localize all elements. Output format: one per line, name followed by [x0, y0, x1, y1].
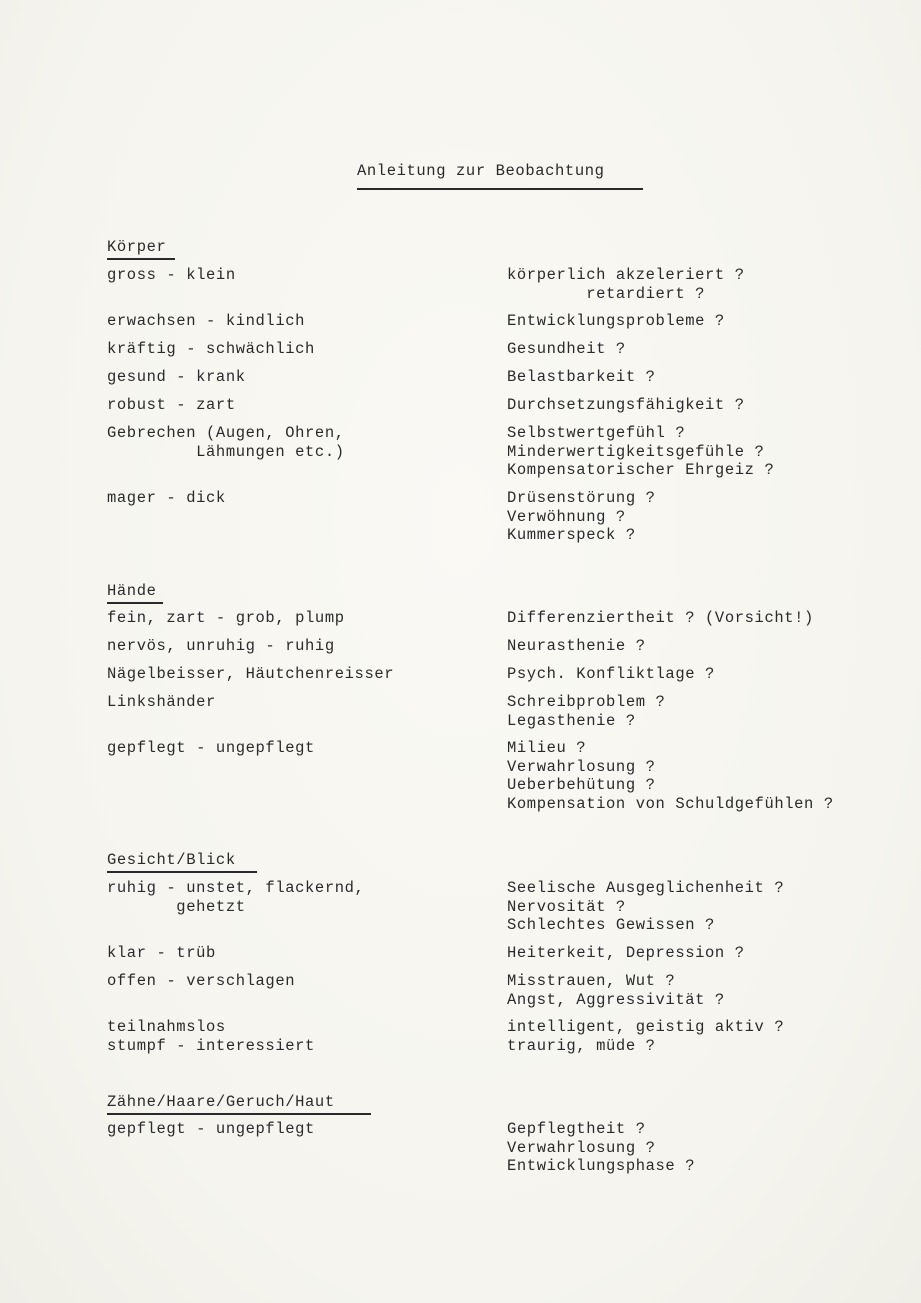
observation-attribute: ruhig - unstet, flackernd,	[107, 879, 365, 897]
section-heading-underline	[107, 258, 175, 260]
interpretation-question: Angst, Aggressivität ?	[507, 990, 725, 1009]
interpretation-question: retardiert ?	[507, 284, 706, 303]
observation-attribute: gehetzt	[107, 897, 246, 916]
observation-attribute: gepflegt - ungepflegt	[107, 1120, 315, 1138]
observation-attribute: klar - trüb	[107, 944, 216, 962]
interpretation-question: Entwicklungsprobleme ?	[507, 312, 725, 330]
observation-attribute: fein, zart - grob, plump	[107, 609, 345, 627]
interpretation-question: Misstrauen, Wut ?	[507, 972, 676, 990]
interpretation-question: Neurasthenie ?	[507, 637, 646, 655]
interpretation-question: Ueberbehütung ?	[507, 776, 656, 795]
section-heading-zaehne: Zähne/Haare/Geruch/Haut	[107, 1093, 335, 1111]
interpretation-question: Seelische Ausgeglichenheit ?	[507, 879, 785, 897]
observation-attribute: Gebrechen (Augen, Ohren,	[107, 424, 345, 442]
page-title: Anleitung zur Beobachtung	[357, 162, 605, 180]
interpretation-question: Verwahrlosung ?	[507, 1138, 656, 1157]
interpretation-question: Verwahrlosung ?	[507, 757, 656, 776]
observation-attribute: kräftig - schwächlich	[107, 340, 315, 358]
interpretation-question: Gepflegtheit ?	[507, 1120, 646, 1138]
interpretation-question: Kompensatorischer Ehrgeiz ?	[507, 461, 775, 480]
interpretation-question: Nervosität ?	[507, 897, 626, 916]
section-heading-underline	[107, 871, 257, 873]
observation-attribute: gepflegt - ungepflegt	[107, 739, 315, 757]
interpretation-question: Gesundheit ?	[507, 340, 626, 358]
interpretation-question: Kummerspeck ?	[507, 526, 636, 545]
interpretation-question: Legasthenie ?	[507, 711, 636, 730]
section-heading-underline	[107, 1113, 371, 1115]
observation-attribute: Linkshänder	[107, 693, 216, 711]
interpretation-question: Belastbarkeit ?	[507, 368, 656, 386]
title-underline	[357, 188, 643, 190]
observation-attribute: robust - zart	[107, 396, 236, 414]
observation-attribute: teilnahmslos	[107, 1018, 226, 1036]
observation-attribute: nervös, unruhig - ruhig	[107, 637, 335, 655]
observation-attribute: mager - dick	[107, 489, 226, 507]
observation-attribute: gesund - krank	[107, 368, 246, 386]
interpretation-question: Differenziertheit ? (Vorsicht!)	[507, 609, 814, 627]
section-heading-koerper: Körper	[107, 238, 167, 256]
interpretation-question: Drüsenstörung ?	[507, 489, 656, 507]
observation-attribute: gross - klein	[107, 266, 236, 284]
interpretation-question: körperlich akzeleriert ?	[507, 266, 745, 284]
observation-attribute: offen - verschlagen	[107, 972, 296, 990]
section-heading-gesicht: Gesicht/Blick	[107, 851, 236, 869]
interpretation-question: Schlechtes Gewissen ?	[507, 916, 715, 935]
interpretation-question: Durchsetzungsfähigkeit ?	[507, 396, 745, 414]
interpretation-question: Selbstwertgefühl ?	[507, 424, 686, 442]
observation-attribute: stumpf - interessiert	[107, 1036, 315, 1055]
interpretation-question: Psych. Konfliktlage ?	[507, 665, 715, 683]
section-heading-haende: Hände	[107, 582, 157, 600]
interpretation-question: Milieu ?	[507, 739, 587, 757]
section-heading-underline	[107, 602, 163, 604]
interpretation-question: intelligent, geistig aktiv ?	[507, 1018, 785, 1036]
interpretation-question: Schreibproblem ?	[507, 693, 666, 711]
interpretation-question: traurig, müde ?	[507, 1036, 656, 1055]
observation-attribute: Nägelbeisser, Häutchenreisser	[107, 665, 395, 683]
interpretation-question: Entwicklungsphase ?	[507, 1157, 696, 1176]
interpretation-question: Minderwertigkeitsgefühle ?	[507, 442, 765, 461]
observation-attribute: erwachsen - kindlich	[107, 312, 306, 330]
interpretation-question: Heiterkeit, Depression ?	[507, 944, 745, 962]
observation-attribute: Lähmungen etc.)	[107, 442, 345, 461]
interpretation-question: Kompensation von Schuldgefühlen ?	[507, 794, 834, 813]
interpretation-question: Verwöhnung ?	[507, 507, 626, 526]
